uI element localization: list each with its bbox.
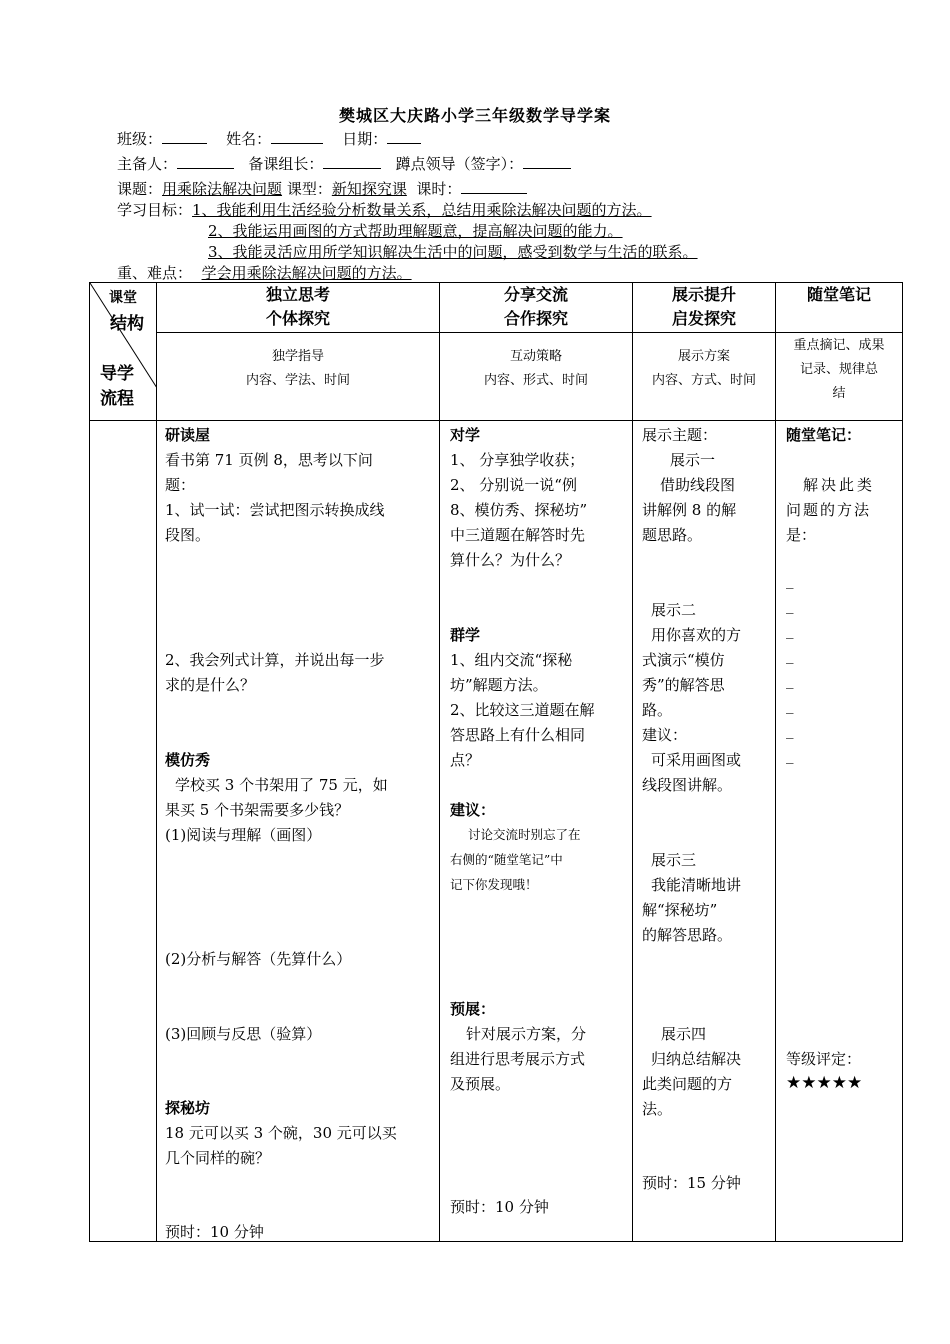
section-suggestion: 建议： bbox=[450, 801, 496, 819]
col3-line: 用你喜欢的方 bbox=[651, 626, 742, 644]
note-blank[interactable]: _ bbox=[786, 596, 794, 614]
col2-line: 答思路上有什么相同 bbox=[450, 726, 586, 744]
col1-line: 2、我会列式计算，并说出每一步 bbox=[165, 651, 385, 669]
column-share bbox=[440, 421, 633, 1242]
subheader-notes: 重点摘记、成果 记录、规律总 结 bbox=[776, 333, 903, 421]
key-label: 重、难点： bbox=[117, 264, 193, 282]
info-line-2 bbox=[117, 153, 571, 174]
note-blank[interactable]: _ bbox=[786, 646, 794, 664]
col3-line: 法。 bbox=[642, 1100, 673, 1118]
note-blank[interactable]: _ bbox=[786, 696, 794, 714]
col2-note: 右侧的“随堂笔记”中 bbox=[450, 852, 563, 867]
col3-line: 线段图讲解。 bbox=[642, 776, 733, 794]
col1-line: (2)分析与解答（先算什么） bbox=[165, 950, 352, 968]
col2-note: 记下你发现哦！ bbox=[450, 877, 538, 892]
goals-label: 学习目标： bbox=[117, 201, 193, 219]
class-label: 班级： bbox=[117, 130, 163, 148]
col1-line: 题： bbox=[165, 476, 196, 494]
topic-value: 用乘除法解决问题 bbox=[162, 180, 283, 198]
col2-line: 2、 分别说一说“例 bbox=[450, 476, 577, 494]
col3-line: 路。 bbox=[642, 701, 673, 719]
type-label: 课型： bbox=[286, 180, 332, 198]
class-blank[interactable] bbox=[162, 128, 207, 144]
section-preview: 预展： bbox=[450, 1000, 496, 1018]
col1-line: 学校买 3 个书架用了 75 元，如 bbox=[175, 776, 388, 794]
note-blank[interactable]: _ bbox=[786, 571, 794, 589]
header-show: 展示提升 启发探究 bbox=[633, 283, 776, 333]
preparer-label: 主备人： bbox=[117, 155, 178, 173]
column-notes bbox=[776, 421, 903, 1242]
corner-bottom-2: 流程 bbox=[100, 389, 134, 409]
key-value: 学会用乘除法解决问题的方法。 bbox=[201, 264, 412, 282]
col4-line: 问题的方法 bbox=[786, 501, 872, 519]
info-line-1 bbox=[117, 128, 421, 149]
subheader-share: 互动策略 内容、形式、时间 bbox=[440, 333, 633, 421]
section-explore: 探秘坊 bbox=[165, 1099, 211, 1117]
corner-top-1: 课堂 bbox=[109, 290, 137, 306]
col2-time: 预时：10 分钟 bbox=[450, 1198, 549, 1216]
date-label: 日期： bbox=[342, 130, 388, 148]
corner-bottom-1: 导学 bbox=[100, 364, 134, 384]
col2-line: 8、模仿秀、探秘坊” bbox=[450, 501, 588, 519]
col2-note: 讨论交流时别忘了在 bbox=[468, 827, 581, 842]
goals-line-1 bbox=[117, 200, 652, 220]
goal-3: 3、我能灵活应用所学知识解决生活中的问题，感受到数学与生活的联系。 bbox=[208, 243, 698, 261]
col3-line: 式演示“模仿 bbox=[642, 651, 725, 669]
col4-line: 是： bbox=[786, 526, 817, 544]
note-blank[interactable]: _ bbox=[786, 621, 794, 639]
show-one: 展示一 bbox=[670, 451, 716, 469]
col3-line: 解“探秘坊” bbox=[642, 901, 718, 919]
show-two: 展示二 bbox=[651, 601, 697, 619]
col1-line: (1)阅读与理解（画图） bbox=[165, 826, 322, 844]
section-pair-study: 对学 bbox=[450, 426, 481, 444]
col1-line: 求的是什么？ bbox=[165, 676, 256, 694]
column-show bbox=[633, 421, 776, 1242]
subheader-independent: 独学指导 内容、学法、时间 bbox=[157, 333, 440, 421]
col1-line: 看书第 71 页例 8，思考以下问 bbox=[165, 451, 373, 469]
col3-line: 秀”的解答思 bbox=[642, 676, 725, 694]
col2-line: 算什么？为什么？ bbox=[450, 551, 571, 569]
col3-line: 此类问题的方 bbox=[642, 1075, 733, 1093]
col1-line: 1、试一试：尝试把图示转换成线 bbox=[165, 501, 385, 519]
col3-line: 我能清晰地讲 bbox=[651, 876, 742, 894]
subheader-show: 展示方案 内容、方式、时间 bbox=[633, 333, 776, 421]
group-leader-label: 备课组长： bbox=[248, 155, 324, 173]
col3-line: 借助线段图 bbox=[660, 476, 736, 494]
preparer-blank[interactable] bbox=[177, 153, 234, 169]
goal-2: 2、我能运用画图的方式帮助理解题意，提高解决问题的能力。 bbox=[208, 222, 623, 240]
col2-line: 针对展示方案，分 bbox=[466, 1025, 587, 1043]
note-blank[interactable]: _ bbox=[786, 671, 794, 689]
header-notes: 随堂笔记 bbox=[776, 283, 903, 333]
period-label: 课时： bbox=[416, 180, 462, 198]
header-independent: 独立思考 个体探究 bbox=[157, 283, 440, 333]
corner-cell bbox=[90, 283, 157, 421]
col3-time: 预时：15 分钟 bbox=[642, 1174, 741, 1192]
col1-line: 段图。 bbox=[165, 526, 211, 544]
column-independent bbox=[157, 421, 440, 1242]
col1-time: 预时：10 分钟 bbox=[165, 1223, 264, 1241]
col2-line: 1、组内交流“探秘 bbox=[450, 651, 573, 669]
key-line bbox=[117, 263, 412, 283]
type-value: 新知探究课 bbox=[331, 180, 407, 198]
show-four: 展示四 bbox=[661, 1025, 707, 1043]
show-three: 展示三 bbox=[651, 851, 697, 869]
document-title: 樊城区大庆路小学三年级数学导学案 bbox=[338, 106, 611, 125]
note-blank[interactable]: _ bbox=[786, 721, 794, 739]
goal-1: 1、我能利用生活经验分析数量关系，总结用乘除法解决问题的方法。 bbox=[192, 201, 652, 219]
col3-line: 讲解例 8 的解 bbox=[642, 501, 737, 519]
section-study-room: 研读屋 bbox=[165, 426, 211, 444]
corner-top-2: 结构 bbox=[110, 314, 144, 334]
col4-line: 解决此类 bbox=[803, 476, 876, 494]
col1-line: 果买 5 个书架需要多少钱？ bbox=[165, 801, 350, 819]
col2-line: 组进行思考展示方式 bbox=[450, 1050, 586, 1068]
info-line-3 bbox=[117, 178, 527, 199]
col1-line: (3)回顾与反思（验算） bbox=[165, 1025, 322, 1043]
col3-line: 的解答思路。 bbox=[642, 926, 733, 944]
header-share: 分享交流 合作探究 bbox=[440, 283, 633, 333]
col2-line: 点？ bbox=[450, 751, 481, 769]
col3-line: 可采用画图或 bbox=[651, 751, 742, 769]
col3-line: 题思路。 bbox=[642, 526, 703, 544]
col1-line: 几个同样的碗？ bbox=[165, 1149, 271, 1167]
leader-label: 蹲点领导（签字）： bbox=[395, 155, 524, 173]
section-group-study: 群学 bbox=[450, 626, 481, 644]
col2-line: 中三道题在解答时先 bbox=[450, 526, 586, 544]
col2-line: 2、比较这三道题在解 bbox=[450, 701, 595, 719]
leader-blank[interactable] bbox=[523, 153, 571, 169]
name-blank[interactable] bbox=[271, 128, 323, 144]
notes-heading: 随堂笔记： bbox=[786, 426, 862, 444]
name-label: 姓名： bbox=[226, 130, 272, 148]
guide-table bbox=[89, 282, 903, 1242]
grade-label: 等级评定： bbox=[786, 1050, 862, 1068]
note-blank[interactable]: _ bbox=[786, 746, 794, 764]
col2-line: 及预展。 bbox=[450, 1075, 511, 1093]
col2-line: 1、 分享独学收获； bbox=[450, 451, 585, 469]
col1-line: 18 元可以买 3 个碗，30 元可以买 bbox=[165, 1124, 397, 1142]
col2-line: 坊”解题方法。 bbox=[450, 676, 548, 694]
star-rating[interactable]: ★★★★★ bbox=[786, 1073, 863, 1093]
topic-label: 课题： bbox=[117, 180, 163, 198]
period-blank[interactable] bbox=[461, 178, 527, 194]
col3-line: 归纳总结解决 bbox=[651, 1050, 742, 1068]
date-blank[interactable] bbox=[387, 128, 421, 144]
col3-line: 建议： bbox=[642, 726, 688, 744]
group-leader-blank[interactable] bbox=[323, 153, 381, 169]
flow-empty-cell bbox=[90, 421, 157, 1242]
section-imitation: 模仿秀 bbox=[165, 751, 211, 769]
col3-line: 展示主题： bbox=[642, 426, 718, 444]
